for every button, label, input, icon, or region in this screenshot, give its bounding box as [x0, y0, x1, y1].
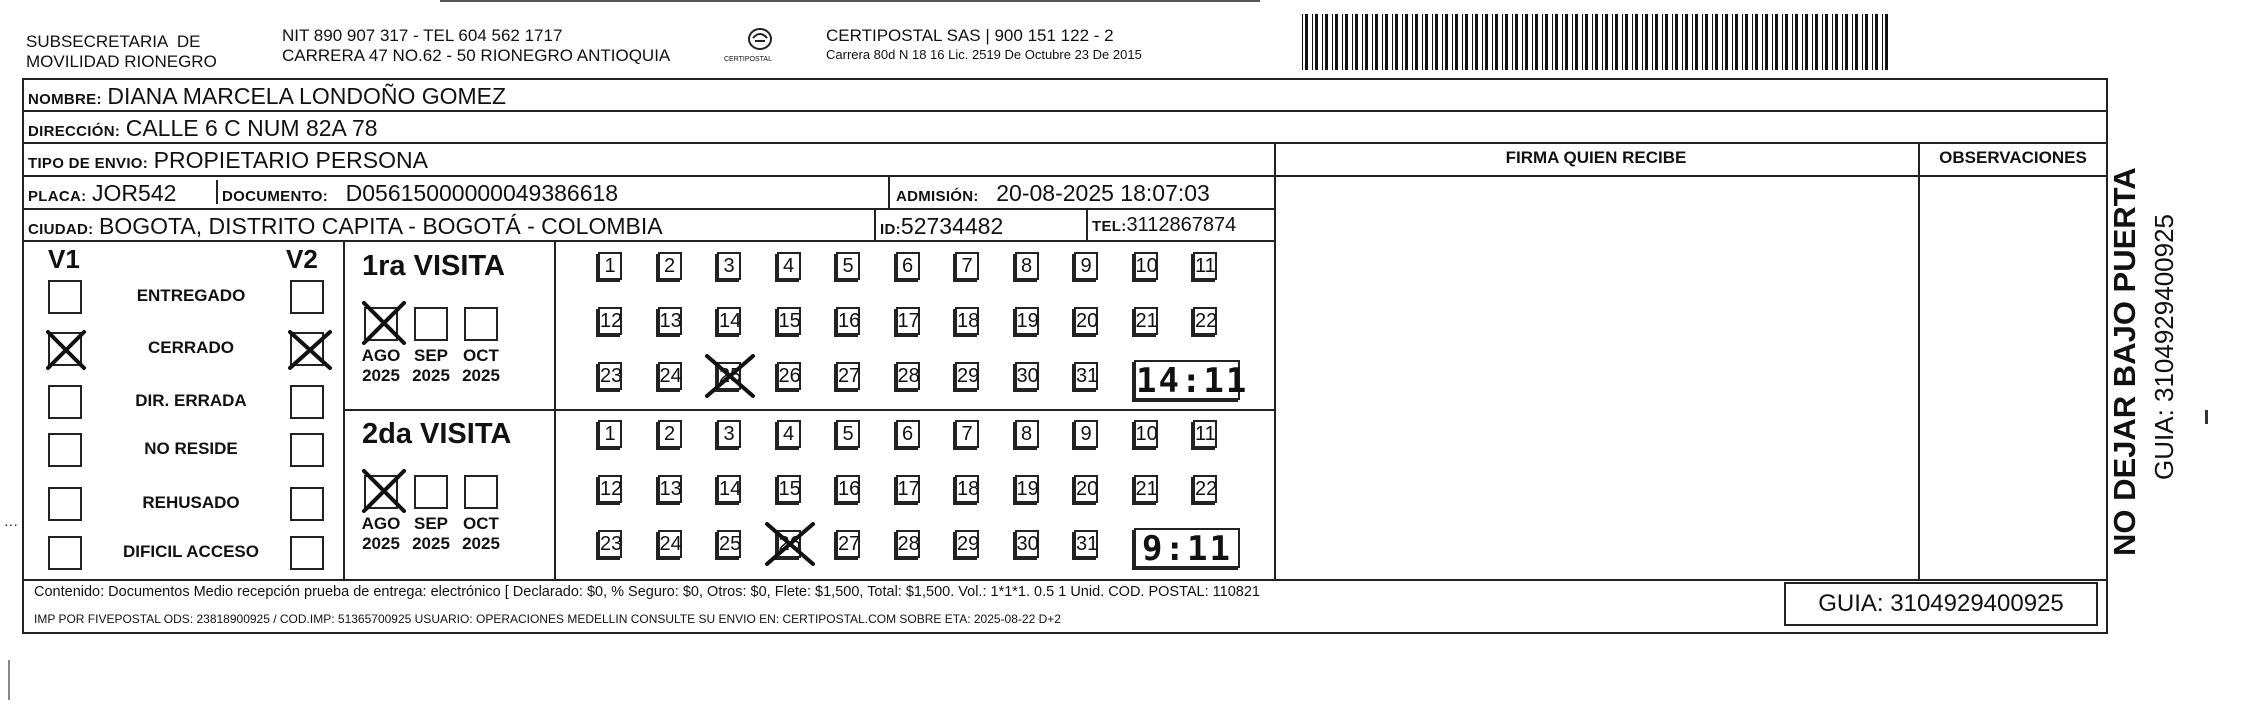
barcode-bar [1732, 14, 1733, 70]
barcode-bar [1695, 14, 1698, 70]
barcode-bar [1415, 14, 1418, 70]
barcode-bar [1585, 14, 1588, 70]
day-box[interactable]: 9 [1074, 420, 1098, 448]
col-line [554, 240, 556, 579]
day-box[interactable]: 31 [1074, 530, 1098, 558]
month-checkbox[interactable] [364, 307, 398, 341]
handwritten-time: 14:11 [1136, 361, 1249, 401]
barcode-bar [1372, 14, 1373, 70]
barcode-bar [1322, 14, 1323, 70]
day-box[interactable]: 2 [658, 420, 682, 448]
month-label: SEP [413, 514, 449, 533]
barcode-bar [1735, 14, 1738, 70]
firma-label: FIRMA QUIEN RECIBE [1505, 148, 1687, 167]
barcode-bar [1645, 14, 1648, 70]
barcode-bar [1755, 14, 1758, 70]
barcode-bar [1805, 14, 1808, 70]
tel-label: TEL: [1092, 218, 1127, 235]
row-line [22, 579, 2108, 581]
placa-value: JOR542 [92, 180, 177, 206]
admision-cell [896, 180, 1210, 207]
barcode-bar [1312, 14, 1313, 70]
barcode-bar [1532, 14, 1533, 70]
documento-label: DOCUMENTO: [222, 188, 329, 205]
observaciones-label: OBSERVACIONES [1939, 148, 2087, 167]
barcode-bar [1305, 14, 1308, 70]
barcode-bar [1522, 14, 1523, 70]
row-line [22, 240, 1274, 242]
status-v1-checkbox[interactable] [48, 280, 82, 314]
nombre-row [28, 83, 506, 110]
barcode-bar [1862, 14, 1863, 70]
status-option-label: DIR. ERRADA [135, 391, 247, 410]
status-v2-checkbox[interactable] [290, 280, 324, 314]
day-box[interactable]: 11 [1193, 252, 1217, 280]
day-box[interactable]: 16 [836, 307, 860, 335]
year-label: 2025 [362, 366, 400, 385]
barcode-bar [1335, 14, 1338, 70]
barcode-bar [1815, 14, 1818, 70]
tipo-label: TIPO DE ENVIO: [28, 155, 149, 172]
check-x-mark [362, 301, 406, 350]
barcode-bar [1665, 14, 1668, 70]
day-box[interactable]: 28 [896, 362, 920, 390]
day-box[interactable]: 11 [1193, 420, 1217, 448]
barcode-bar [1385, 14, 1388, 70]
barcode-bar [1432, 14, 1433, 70]
day-box[interactable]: 13 [658, 475, 682, 503]
col-line [216, 180, 218, 204]
guia-box: GUIA: 3104929400925 [1784, 582, 2098, 626]
barcode-bar [1832, 14, 1833, 70]
barcode-bar [1565, 14, 1568, 70]
day-box[interactable]: 2 [658, 252, 682, 280]
row-line [1274, 175, 2108, 177]
day-box[interactable]: 3 [717, 252, 741, 280]
day-box[interactable]: 5 [836, 420, 860, 448]
issuer-block [282, 26, 670, 66]
col-line [1918, 142, 1920, 579]
day-box[interactable]: 8 [1015, 252, 1039, 280]
row-line [22, 110, 2108, 112]
placa-cell [28, 180, 176, 207]
barcode-bar [1485, 14, 1488, 70]
barcode-bar [1752, 14, 1753, 70]
barcode-bar [1822, 14, 1823, 70]
barcode-bar [1572, 14, 1573, 70]
admision-label: ADMISIÓN: [896, 188, 979, 205]
barcode-bar [1855, 14, 1858, 70]
barcode-bar [1315, 14, 1318, 70]
year-label: 2025 [362, 534, 400, 553]
barcode-bar [1655, 14, 1658, 70]
placa-label: PLACA: [28, 188, 87, 205]
day-box[interactable]: 14 [717, 475, 741, 503]
barcode-bar [1722, 14, 1723, 70]
barcode-bar [1332, 14, 1333, 70]
col-line [1274, 142, 1276, 579]
direccion-value: CALLE 6 C NUM 82A 78 [125, 115, 378, 141]
barcode-bar [1692, 14, 1693, 70]
day-box[interactable]: 12 [598, 475, 622, 503]
barcode-bar [1835, 14, 1838, 70]
status-v2-checkbox[interactable] [290, 385, 324, 419]
footer-imp-line: IMP POR FIVEPOSTAL ODS: 23818900925 / COD.IMP: 51365700925 USUARIO: OPERACIONES MEDELLIN CONSULTE SU ENVIO EN: CERTIPOSTAL.COM SOBRE ETA: 2025-08-22 D+2 [34, 612, 1061, 626]
barcode-bar [1575, 14, 1578, 70]
edge-mark [8, 660, 10, 700]
day-box[interactable]: 18 [955, 307, 979, 335]
day-box[interactable]: 30 [1015, 362, 1039, 390]
barcode-bar [1382, 14, 1383, 70]
barcode-bar [1475, 14, 1478, 70]
status-v1-checkbox[interactable] [48, 487, 82, 521]
license-line: Carrera 80d N 18 16 Lic. 2519 De Octubre 23 De 2015 [826, 47, 1142, 62]
check-x-mark [288, 330, 332, 375]
day-box[interactable]: 28 [896, 530, 920, 558]
top-edge-line [440, 0, 1260, 2]
barcode-bar [1535, 14, 1538, 70]
day-box[interactable]: 9 [1074, 252, 1098, 280]
barcode-bar [1872, 14, 1873, 70]
barcode-bar [1412, 14, 1413, 70]
sender-line-2: MOVILIDAD RIONEGRO [26, 52, 217, 71]
status-v1-checkbox[interactable] [48, 433, 82, 467]
barcode-bar [1552, 14, 1553, 70]
visit-title: 2da VISITA [362, 418, 512, 450]
barcode-bar [1502, 14, 1503, 70]
month-label: AGO [361, 514, 401, 533]
id-cell [880, 213, 1003, 240]
admision-value: 20-08-2025 18:07:03 [996, 180, 1210, 206]
documento-value: D05615000000049386618 [345, 180, 619, 206]
id-value: 52734482 [900, 213, 1004, 239]
tel-cell [1092, 214, 1236, 237]
barcode-bar [1442, 14, 1443, 70]
barcode-bar [1715, 14, 1718, 70]
barcode-bar [1365, 14, 1368, 70]
barcode-bar [1395, 14, 1398, 70]
barcode-bar [1685, 14, 1688, 70]
logo-wordmark: CERTIPOSTAL [724, 56, 772, 63]
year-label: 2025 [462, 534, 500, 553]
barcode-bar [1672, 14, 1673, 70]
row-line [22, 175, 1274, 177]
year-label: 2025 [412, 534, 450, 553]
status-v1-checkbox[interactable] [48, 385, 82, 419]
day-box[interactable]: 13 [658, 307, 682, 335]
day-box[interactable]: 27 [836, 362, 860, 390]
day-box[interactable]: 27 [836, 530, 860, 558]
status-option-label: CERRADO [148, 338, 234, 357]
tipo-value: PROPIETARIO PERSONA [153, 147, 428, 173]
day-box[interactable]: 23 [598, 530, 622, 558]
status-option-label: DIFICIL ACCESO [122, 542, 259, 561]
sender-line-1: SUBSECRETARIA DE [26, 32, 201, 51]
barcode-bar [1465, 14, 1468, 70]
year-label: 2025 [462, 366, 500, 385]
nombre-value: DIANA MARCELA LONDOÑO GOMEZ [107, 83, 507, 109]
barcode-bar [1705, 14, 1708, 70]
barcode-bar [1702, 14, 1703, 70]
day-box[interactable]: 24 [658, 362, 682, 390]
certipostal-logo [744, 26, 776, 52]
barcode-bar [1405, 14, 1408, 70]
day-box[interactable]: 17 [896, 475, 920, 503]
barcode-bar [1562, 14, 1563, 70]
barcode-bar [1885, 14, 1888, 70]
day-box[interactable]: 4 [777, 252, 801, 280]
month-checkbox[interactable] [364, 475, 398, 509]
status-option-label: ENTREGADO [136, 286, 246, 305]
barcode-bar [1842, 14, 1843, 70]
day-box[interactable]: 10 [1134, 420, 1158, 448]
day-box[interactable]: 17 [896, 307, 920, 335]
barcode-bar [1482, 14, 1483, 70]
day-box[interactable]: 26 [777, 362, 801, 390]
day-box[interactable]: 25 [717, 362, 741, 390]
barcode-bar [1302, 14, 1303, 70]
barcode-bar [1675, 14, 1678, 70]
month-label: SEP [413, 346, 449, 365]
day-box[interactable]: 26 [777, 530, 801, 558]
barcode-bar [1802, 14, 1803, 70]
day-box[interactable]: 23 [598, 362, 622, 390]
barcode-bar [1492, 14, 1493, 70]
barcode-bar [1625, 14, 1628, 70]
ciudad-value: BOGOTA, DISTRITO CAPITA - BOGOTÁ - COLOMBIA [99, 213, 663, 239]
day-box[interactable]: 20 [1074, 307, 1098, 335]
barcode-bar [1525, 14, 1528, 70]
issuer-address: CARRERA 47 NO.62 - 50 RIONEGRO ANTIOQUIA [282, 46, 671, 65]
direccion-row [28, 115, 378, 142]
direccion-label: DIRECCIÓN: [28, 123, 121, 140]
v1-header: V1 [48, 244, 80, 274]
day-box[interactable]: 18 [955, 475, 979, 503]
barcode-bar [1495, 14, 1498, 70]
sender-block [26, 32, 217, 72]
barcode-bar [1512, 14, 1513, 70]
nombre-label: NOMBRE: [28, 91, 102, 108]
barcode-bar [1392, 14, 1393, 70]
barcode-bar [1352, 14, 1353, 70]
day-box[interactable]: 29 [955, 362, 979, 390]
day-box[interactable]: 1 [598, 420, 622, 448]
day-box[interactable]: 7 [955, 252, 979, 280]
company-line: CERTIPOSTAL SAS | 900 151 122 - 2 [826, 26, 1114, 45]
v2-header: V2 [286, 244, 318, 274]
stray-mark [2205, 410, 2208, 424]
barcode-bar [1635, 14, 1638, 70]
barcode-bar [1425, 14, 1428, 70]
barcode-bar [1592, 14, 1593, 70]
barcode-bar [1612, 14, 1613, 70]
side-guia: GUIA: 3104929400925 [2149, 214, 2179, 480]
status-v1-checkbox[interactable] [48, 332, 82, 366]
day-box[interactable]: 24 [658, 530, 682, 558]
side-warning: NO DEJAR BAJO PUERTA [2107, 167, 2142, 556]
barcode-bar [1865, 14, 1868, 70]
barcode-bar [1445, 14, 1448, 70]
day-box[interactable]: 20 [1074, 475, 1098, 503]
col-line [1086, 208, 1088, 240]
status-v2-checkbox[interactable] [290, 536, 324, 570]
barcode-bar [1775, 14, 1778, 70]
day-box[interactable]: 5 [836, 252, 860, 280]
tel-value: 3112867874 [1126, 214, 1237, 236]
barcode-bar [1545, 14, 1548, 70]
day-box[interactable]: 21 [1134, 475, 1158, 503]
barcode-bar [1772, 14, 1773, 70]
day-box[interactable]: 21 [1134, 307, 1158, 335]
row-line [22, 142, 2108, 144]
barcode-bar [1825, 14, 1828, 70]
status-option-label: REHUSADO [142, 493, 240, 512]
status-v2-checkbox[interactable] [290, 332, 324, 366]
status-v2-checkbox[interactable] [290, 433, 324, 467]
month-checkbox[interactable] [414, 307, 448, 341]
barcode-bar [1472, 14, 1473, 70]
day-box[interactable]: 1 [598, 252, 622, 280]
barcode-bar [1742, 14, 1743, 70]
check-x-mark [46, 330, 86, 375]
barcode-bar [1782, 14, 1783, 70]
handwritten-time: 9:11 [1134, 528, 1240, 568]
day-box[interactable]: 22 [1193, 475, 1217, 503]
status-option-label: NO RESIDE [144, 439, 238, 458]
status-v1-checkbox[interactable] [48, 536, 82, 570]
day-box[interactable]: 4 [777, 420, 801, 448]
barcode-bar [1515, 14, 1518, 70]
barcode-bar [1452, 14, 1453, 70]
barcode-bar [1345, 14, 1348, 70]
month-label: OCT [463, 346, 499, 365]
month-label: AGO [361, 346, 401, 365]
month-checkbox[interactable] [464, 307, 498, 341]
col-line [874, 208, 876, 240]
day-box[interactable]: 19 [1015, 307, 1039, 335]
month-checkbox[interactable] [464, 475, 498, 509]
day-box[interactable]: 31 [1074, 362, 1098, 390]
barcode-bar [1795, 14, 1798, 70]
barcode-bar [1725, 14, 1728, 70]
barcode-bar [1642, 14, 1643, 70]
barcode-bar [1632, 14, 1633, 70]
company-block [826, 26, 1142, 64]
id-label: ID: [880, 221, 901, 238]
barcode-bar [1682, 14, 1683, 70]
barcode-bar [1662, 14, 1663, 70]
day-box[interactable]: 8 [1015, 420, 1039, 448]
visit-title: 1ra VISITA [362, 250, 505, 282]
day-box[interactable]: 7 [955, 420, 979, 448]
barcode-bar [1615, 14, 1618, 70]
barcode-bar [1785, 14, 1788, 70]
barcode-bar [1582, 14, 1583, 70]
day-box[interactable]: 15 [777, 307, 801, 335]
footer-contenido: Contenido: Documentos Medio recepción prueba de entrega: electrónico [ Declarado: $0, % Seguro: $0, Otros: $0, Flete: $1,500, Total: $1,500. Vol.: 1*1*1. 0.5 1 Unid. COD. POSTAL: 110821 [34, 584, 1260, 600]
tipo-row [28, 147, 428, 174]
day-box[interactable]: 15 [777, 475, 801, 503]
barcode-bar [1765, 14, 1768, 70]
day-box[interactable]: 6 [896, 420, 920, 448]
day-box[interactable]: 10 [1134, 252, 1158, 280]
check-x-mark [362, 469, 406, 518]
ciudad-cell [28, 213, 663, 240]
barcode-bar [1422, 14, 1423, 70]
barcode-bar [1455, 14, 1458, 70]
barcode-bar [1712, 14, 1713, 70]
barcode-bar [1875, 14, 1878, 70]
day-box[interactable]: 6 [896, 252, 920, 280]
day-x-mark [705, 354, 755, 403]
barcode-bar [1852, 14, 1853, 70]
status-v2-checkbox[interactable] [290, 487, 324, 521]
barcode-bar [1462, 14, 1463, 70]
day-box[interactable]: 16 [836, 475, 860, 503]
barcode-bar [1342, 14, 1343, 70]
barcode [1302, 14, 1898, 70]
row-line [343, 409, 1274, 411]
barcode-bar [1555, 14, 1558, 70]
barcode-bar [1402, 14, 1403, 70]
documento-cell [222, 180, 618, 207]
day-box[interactable]: 19 [1015, 475, 1039, 503]
barcode-bar [1375, 14, 1378, 70]
barcode-bar [1542, 14, 1543, 70]
day-box[interactable]: 22 [1193, 307, 1217, 335]
barcode-bar [1435, 14, 1438, 70]
month-checkbox[interactable] [414, 475, 448, 509]
day-box[interactable]: 25 [717, 530, 741, 558]
barcode-bar [1845, 14, 1848, 70]
barcode-bar [1792, 14, 1793, 70]
barcode-bar [1595, 14, 1598, 70]
barcode-bar [1355, 14, 1358, 70]
month-label: OCT [463, 514, 499, 533]
ciudad-label: CIUDAD: [28, 221, 94, 238]
day-x-mark [765, 522, 815, 571]
barcode-bar [1622, 14, 1623, 70]
day-box[interactable]: 14 [717, 307, 741, 335]
day-box[interactable]: 30 [1015, 530, 1039, 558]
barcode-bar [1362, 14, 1363, 70]
col-line [888, 175, 890, 208]
barcode-bar [1882, 14, 1883, 70]
barcode-bar [1325, 14, 1328, 70]
barcode-bar [1602, 14, 1603, 70]
barcode-bar [1505, 14, 1508, 70]
barcode-bar [1652, 14, 1653, 70]
day-box[interactable]: 3 [717, 420, 741, 448]
barcode-bar [1745, 14, 1748, 70]
stray-dots: ··· [4, 516, 18, 532]
year-label: 2025 [412, 366, 450, 385]
day-box[interactable]: 12 [598, 307, 622, 335]
barcode-bar [1762, 14, 1763, 70]
barcode-bar [1605, 14, 1608, 70]
nit-line: NIT 890 907 317 - TEL 604 562 1717 [282, 26, 563, 45]
day-box[interactable]: 29 [955, 530, 979, 558]
barcode-bar [1812, 14, 1813, 70]
